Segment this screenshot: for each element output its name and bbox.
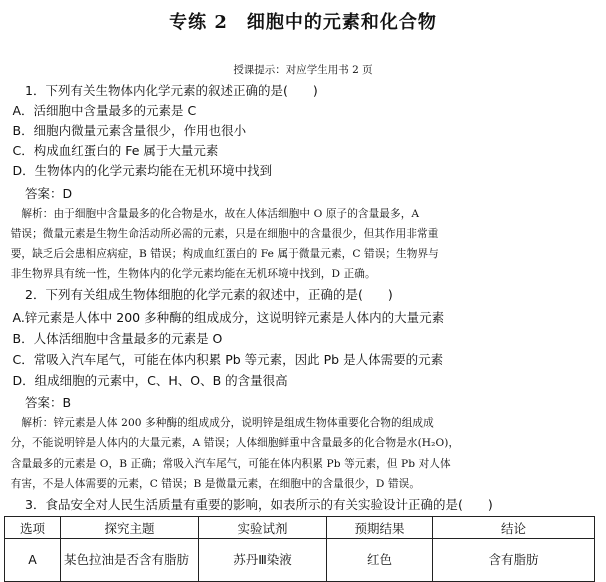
q1-option-c: C．构成血红蛋白的 Fe 属于大量元素 [0, 143, 219, 158]
q2-explanation-line: 含量最多的元素是 O，B 正确；常吸入汽车尾气，可能在体内积累 Pb 等元素，但 Pb 对人体 [0, 458, 451, 470]
q2-explanation-line: 有害，不是人体需要的元素，C 错误；B 是微量元素，在细胞中的含量很少，D 错误。 [0, 478, 421, 490]
table-row [5, 539, 595, 582]
q2-option-b: B．人体活细胞中含量最多的元素是 O [0, 331, 223, 346]
table-cell-topic: 某色拉油是否含有脂肪 [61, 539, 199, 582]
table-header-row [5, 517, 595, 539]
table-cell-expected-result: 红色 [327, 539, 433, 582]
q2-explanation-line: 解析：锌元素是人体 200 多种酶的组成成分，说明锌是组成生物体重要化合物的组成成 [0, 417, 434, 429]
table-cell-option: A [5, 539, 61, 582]
q1-explanation-line: 错误；微量元素是生物生命活动所必需的元素，只是在细胞中的含量很少，但其作用非常重 [0, 228, 439, 240]
table-header-option: 选项 [5, 517, 61, 539]
experiment-table [4, 516, 595, 582]
table-header-conclusion: 结论 [433, 517, 595, 539]
table-header-expected-result: 预期结果 [327, 517, 433, 539]
q1-explanation-line: 要，缺乏后会患相应病症，B 错误；构成血红蛋白的 Fe 属于微量元素，C 错误；生物界与 [0, 248, 439, 260]
table-cell-conclusion: 含有脂肪 [433, 539, 595, 582]
q1-stem: 1．下列有关生物体内化学元素的叙述正确的是( ) [0, 83, 318, 98]
table-cell-reagent: 苏丹Ⅲ染液 [199, 539, 327, 582]
page-title: 专练 2 细胞中的元素和化合物 [169, 12, 437, 33]
q1-explanation-line: 非生物界具有统一性，生物体内的化学元素均能在无机环境中找到，D 正确。 [0, 268, 376, 280]
lecture-hint: 授课提示：对应学生用书 2 页 [233, 64, 373, 76]
q2-stem: 2．下列有关组成生物体细胞的化学元素的叙述中，正确的是( ) [0, 287, 393, 302]
q2-explanation-line: 分，不能说明锌是人体内的大量元素，A 错误；人体细胞鲜重中含量最多的化合物是水(H₂O)， [0, 437, 460, 449]
q2-answer: 答案：B [0, 395, 72, 410]
q2-option-c: C．常吸入汽车尾气，可能在体内积累 Pb 等元素，因此 Pb 是人体需要的元素 [0, 352, 444, 367]
table-header-reagent: 实验试剂 [199, 517, 327, 539]
q3-stem: 3．食品安全对人民生活质量有重要的影响，如表所示的有关实验设计正确的是( ) [0, 497, 493, 512]
q1-option-b: B．细胞内微量元素含量很少，作用也很小 [0, 123, 247, 138]
q2-option-d: D．组成细胞的元素中，C、H、O、B 的含量很高 [0, 373, 288, 388]
q1-option-a: A．活细胞中含量最多的元素是 C [0, 103, 197, 118]
q1-explanation-line: 解析：由于细胞中含量最多的化合物是水，故在人体活细胞中 O 原子的含量最多，A [0, 208, 420, 220]
q1-answer: 答案：D [0, 186, 73, 201]
table-header-topic: 探究主题 [61, 517, 199, 539]
q1-option-d: D．生物体内的化学元素均能在无机环境中找到 [0, 163, 273, 178]
q2-option-a: A.锌元素是人体中 200 多种酶的组成成分，这说明锌元素是人体内的大量元素 [0, 310, 445, 325]
